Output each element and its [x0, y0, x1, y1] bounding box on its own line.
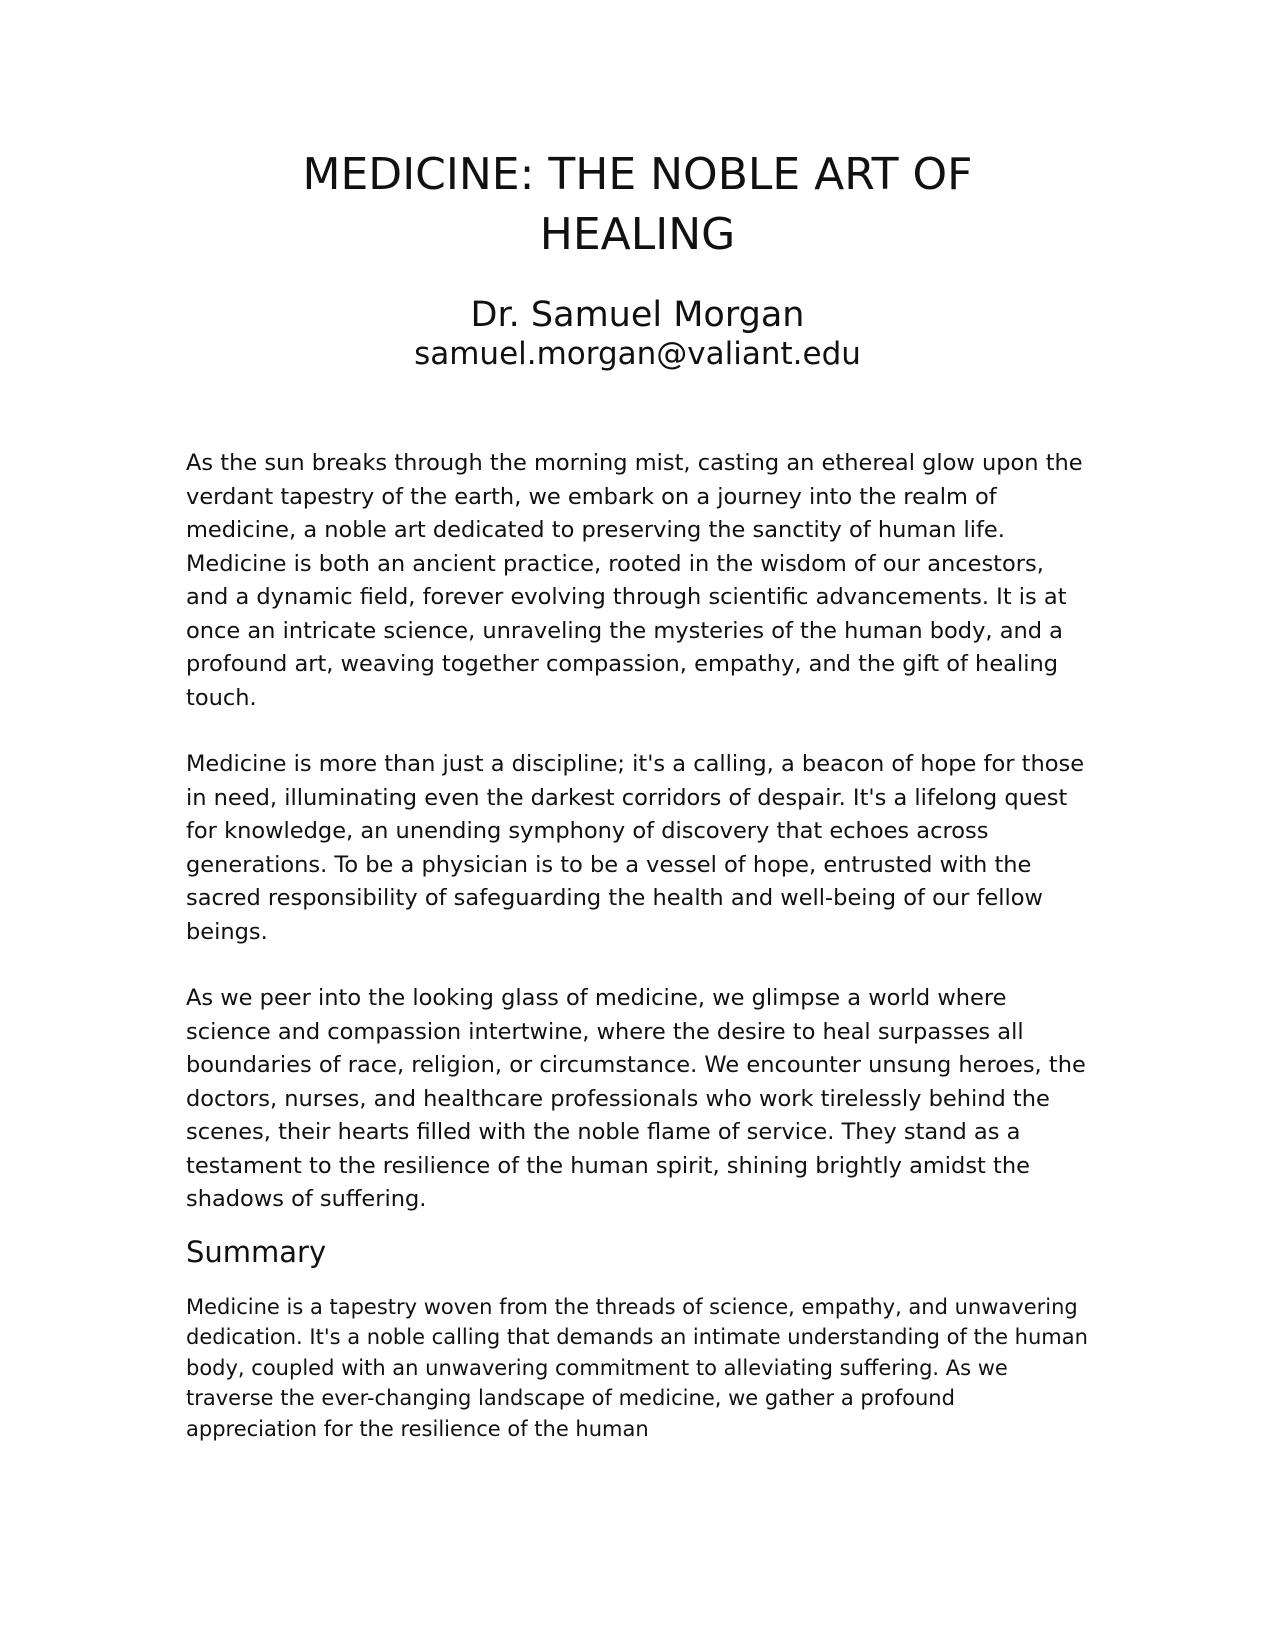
- document-title: MEDICINE: THE NOBLE ART OF HEALING: [302, 149, 973, 260]
- document-body: [186, 447, 1089, 1444]
- author-email: samuel.morgan@valiant.edu: [414, 336, 861, 372]
- summary-heading: Summary: [186, 1234, 327, 1269]
- body-paragraph-2: Medicine is more than just a discipline; it's a calling, a beacon of hope for those in need, illuminating even the darkest corridors of despair. It's a lifelong quest for knowledge, an unending symphony of discovery that echoes across generations. To be a physician is to be a vessel of hope, entrusted with the sacred responsibility of safeguarding the health and well-being of our fellow beings.: [186, 751, 1085, 945]
- author-name: Dr. Samuel Morgan: [470, 295, 805, 335]
- body-paragraph-1: As the sun breaks through the morning mist, casting an ethereal glow upon the verdant tapestry of the earth, we embark on a journey into the realm of medicine, a noble art dedicated to preserving the sanctity of human life. Medicine is both an ancient practice, rooted in the wisdom of our ancestors, and a dynamic field, forever evolving through scientific advancements. It is at once an intricate science, unraveling the mysteries of the human body, and a profound art, weaving together compassion, empathy, and the gift of healing touch.: [186, 450, 1083, 711]
- summary-paragraph: Medicine is a tapestry woven from the threads of science, empathy, and unwavering dedication. It's a noble calling that demands an intimate understanding of the human body, coupled with an unwavering commitment to alleviating suffering. As we traverse the ever-changing landscape of medicine, we gather a profound appreciation for the resilience of the human: [186, 1294, 1088, 1441]
- body-paragraph-3: As we peer into the looking glass of medicine, we glimpse a world where science and compassion intertwine, where the desire to heal surpasses all boundaries of race, religion, or circumstance. We encounter unsung heroes, the doctors, nurses, and healthcare professionals who work tirelessly behind the scenes, their hearts filled with the noble flame of service. They stand as a testament to the resilience of the human spirit, shining brightly amidst the shadows of suffering.: [186, 985, 1086, 1212]
- document-header: [186, 145, 1089, 373]
